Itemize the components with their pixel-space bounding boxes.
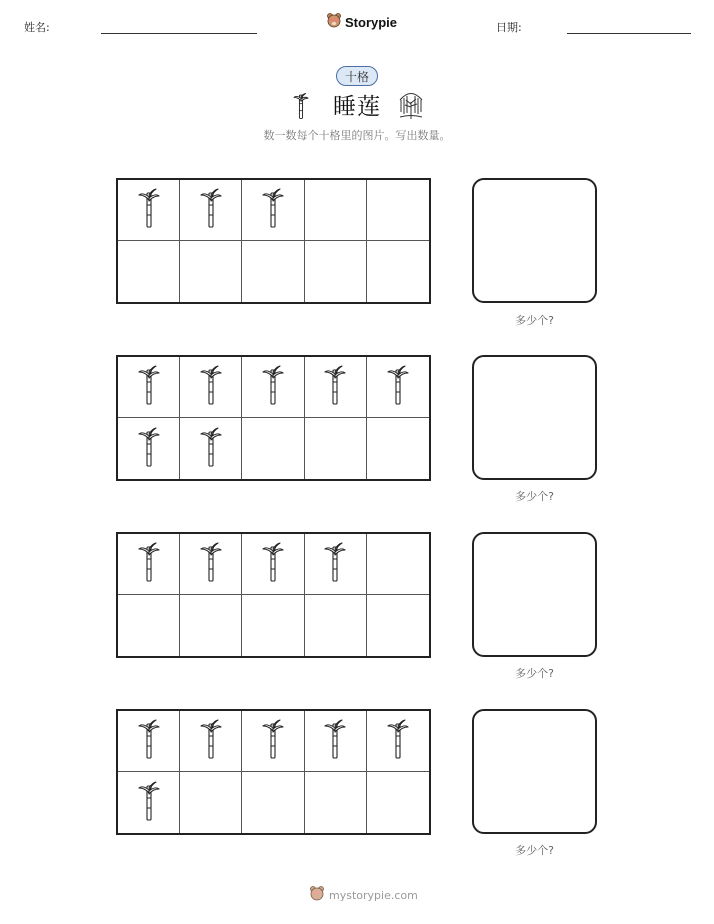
date-label: 日期: xyxy=(496,21,522,34)
frame-cell xyxy=(305,534,367,595)
instruction-text: 数一数每个十格里的图片。写出数量。 xyxy=(263,129,451,142)
frame-cell xyxy=(180,534,242,595)
frame-cell xyxy=(305,595,367,656)
frame-cell xyxy=(180,595,242,656)
ten-frame xyxy=(116,178,431,304)
frame-cell xyxy=(118,418,180,479)
how-many-label: 多少个? xyxy=(515,844,554,857)
sugarcane-stalk-icon xyxy=(137,364,161,410)
frame-cell xyxy=(367,534,429,595)
frame-cell xyxy=(118,595,180,656)
answer-box[interactable] xyxy=(472,355,597,480)
frame-cell xyxy=(367,595,429,656)
how-many-label: 多少个? xyxy=(515,314,554,327)
frame-cell xyxy=(180,241,242,302)
sugarcane-stalk-icon xyxy=(386,364,410,410)
sugarcane-stalk-icon xyxy=(291,92,311,124)
ten-frame-badge: 十格 xyxy=(336,66,378,86)
frame-cell xyxy=(305,772,367,833)
frame-cell xyxy=(367,418,429,479)
sugarcane-stalk-icon xyxy=(386,718,410,764)
date-line[interactable] xyxy=(567,33,691,34)
willow-tree-icon xyxy=(397,90,425,124)
bear-mascot-icon xyxy=(326,12,342,32)
frame-cell xyxy=(367,772,429,833)
frame-cell xyxy=(242,772,304,833)
frame-cell xyxy=(367,711,429,772)
ten-frame xyxy=(116,355,431,481)
sugarcane-stalk-icon xyxy=(199,541,223,587)
sugarcane-stalk-icon xyxy=(137,426,161,472)
frame-cell xyxy=(180,357,242,418)
frame-cell xyxy=(180,711,242,772)
frame-cell xyxy=(242,711,304,772)
frame-cell xyxy=(242,418,304,479)
frame-cell xyxy=(367,357,429,418)
sugarcane-stalk-icon xyxy=(261,541,285,587)
name-line[interactable] xyxy=(101,33,257,34)
frame-cell xyxy=(118,711,180,772)
sugarcane-stalk-icon xyxy=(199,187,223,233)
frame-cell xyxy=(242,534,304,595)
frame-cell xyxy=(305,711,367,772)
frame-cell xyxy=(305,418,367,479)
footer xyxy=(309,884,418,906)
frame-cell xyxy=(118,241,180,302)
sugarcane-stalk-icon xyxy=(323,718,347,764)
name-label: 姓名: xyxy=(24,21,50,34)
answer-box[interactable] xyxy=(472,532,597,657)
frame-cell xyxy=(305,241,367,302)
frame-cell xyxy=(180,418,242,479)
brand-name: Storypie xyxy=(345,14,398,30)
frame-cell xyxy=(180,772,242,833)
sugarcane-stalk-icon xyxy=(137,718,161,764)
sugarcane-stalk-icon xyxy=(199,718,223,764)
ten-frame xyxy=(116,709,431,835)
frame-cell xyxy=(242,357,304,418)
sugarcane-stalk-icon xyxy=(199,364,223,410)
footer-url[interactable]: mystorypie.com xyxy=(329,888,418,902)
sugarcane-stalk-icon xyxy=(261,187,285,233)
frame-cell xyxy=(118,180,180,241)
sugarcane-stalk-icon xyxy=(137,187,161,233)
frame-cell xyxy=(305,357,367,418)
answer-box[interactable] xyxy=(472,709,597,834)
frame-cell xyxy=(118,357,180,418)
frame-cell xyxy=(118,534,180,595)
sugarcane-stalk-icon xyxy=(261,718,285,764)
frame-cell xyxy=(367,241,429,302)
frame-cell xyxy=(180,180,242,241)
frame-cell xyxy=(305,180,367,241)
sugarcane-stalk-icon xyxy=(199,426,223,472)
page-title: 睡莲 xyxy=(333,94,381,120)
frame-cell xyxy=(118,772,180,833)
sugarcane-stalk-icon xyxy=(323,364,347,410)
frame-cell xyxy=(242,180,304,241)
frame-cell xyxy=(242,241,304,302)
brand-logo xyxy=(326,12,397,32)
sugarcane-stalk-icon xyxy=(137,780,161,826)
bear-mascot-icon xyxy=(309,885,325,905)
frame-cell xyxy=(242,595,304,656)
ten-frame xyxy=(116,532,431,658)
sugarcane-stalk-icon xyxy=(323,541,347,587)
sugarcane-stalk-icon xyxy=(137,541,161,587)
how-many-label: 多少个? xyxy=(515,667,554,680)
frame-cell xyxy=(367,180,429,241)
answer-box[interactable] xyxy=(472,178,597,303)
how-many-label: 多少个? xyxy=(515,490,554,503)
sugarcane-stalk-icon xyxy=(261,364,285,410)
